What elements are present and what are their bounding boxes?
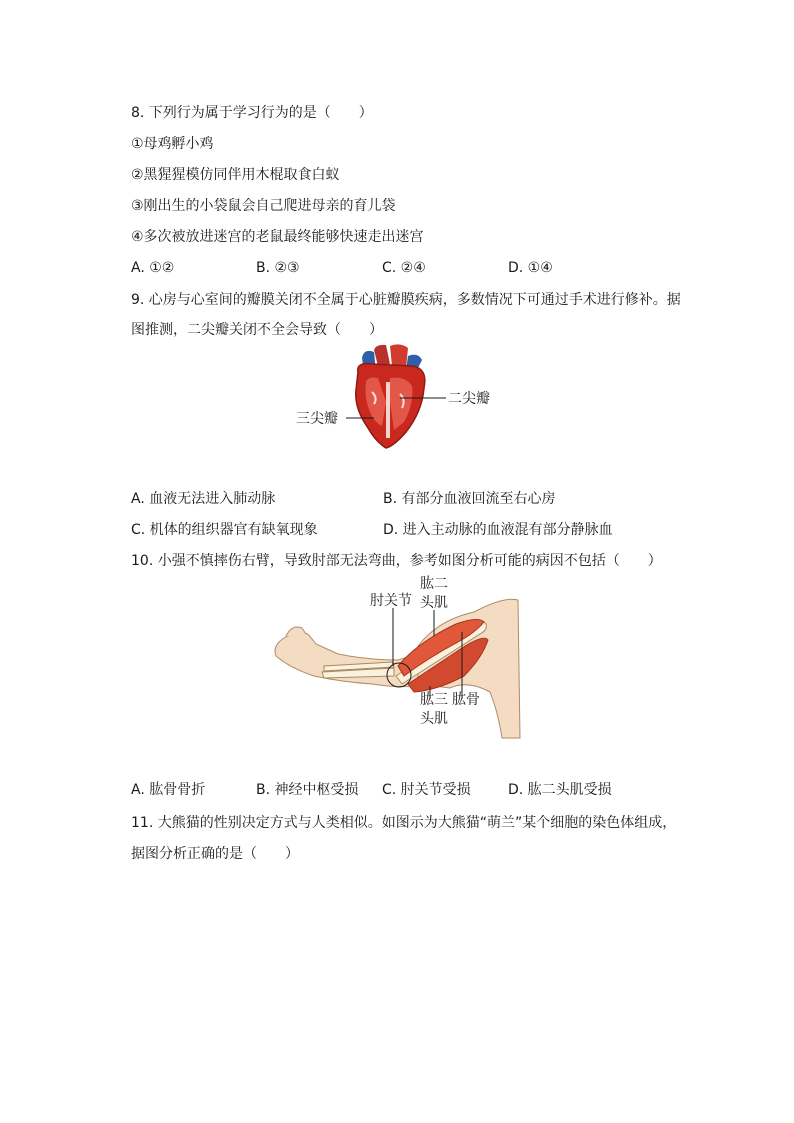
label-elbow: 肘关节 [370,593,412,609]
q9-option-d: D. 进入主动脉的血液混有部分静脉血 [383,522,613,538]
q10-stem: 10. 小强不慎摔伤右臂，导致肘部无法弯曲，参考如图分析可能的病因不包括（ ） [131,553,662,569]
q9-stem-line2: 图推测，二尖瓣关闭不全会导致（ ） [131,322,383,338]
q10-option-d: D. 肱二头肌受损 [508,782,612,798]
q10-option-b: B. 神经中枢受损 [256,782,359,798]
q11-stem-line2: 据图分析正确的是（ ） [131,846,299,862]
q8-option-c: C. ②④ [382,260,426,276]
q11-stem-line1: 11. 大熊猫的性别决定方式与人类相似。如图示为大熊猫“萌兰”某个细胞的染色体组成， [131,815,677,831]
q10-option-c: C. 肘关节受损 [382,782,471,798]
q8-option-d: D. ①④ [508,260,553,276]
q9-stem-line1: 9. 心房与心室间的瓣膜关闭不全属于心脏瓣膜疾病，多数情况下可通过手术进行修补。据 [131,292,681,308]
q8-item-4: ④多次被放进迷宫的老鼠最终能够快速走出迷宫 [131,229,424,245]
q8-option-a: A. ①② [131,260,175,276]
label-mitral: 二尖瓣 [448,391,490,407]
q8-option-b: B. ②③ [256,260,300,276]
label-tricuspid: 三尖瓣 [296,411,338,427]
heart-diagram [290,342,520,452]
q9-option-a: A. 血液无法进入肺动脉 [131,491,276,507]
label-biceps-2: 头肌 [420,595,448,611]
q8-item-1: ①母鸡孵小鸡 [131,136,214,152]
arm-diagram [268,572,530,740]
label-triceps-2: 头肌 [420,711,448,727]
q8-item-3: ③刚出生的小袋鼠会自己爬进母亲的育儿袋 [131,198,396,214]
q9-option-c: C. 机体的组织器官有缺氧现象 [131,522,318,538]
q8-stem: 8. 下列行为属于学习行为的是（ ） [131,105,373,121]
q10-option-a: A. 肱骨骨折 [131,782,206,798]
label-triceps-1: 肱三 [420,692,448,708]
label-humerus: 肱骨 [452,692,480,708]
q9-option-b: B. 有部分血液回流至右心房 [383,491,556,507]
label-biceps-1: 肱二 [420,576,448,592]
q8-item-2: ②黑猩猩模仿同伴用木棍取食白蚁 [131,167,340,183]
